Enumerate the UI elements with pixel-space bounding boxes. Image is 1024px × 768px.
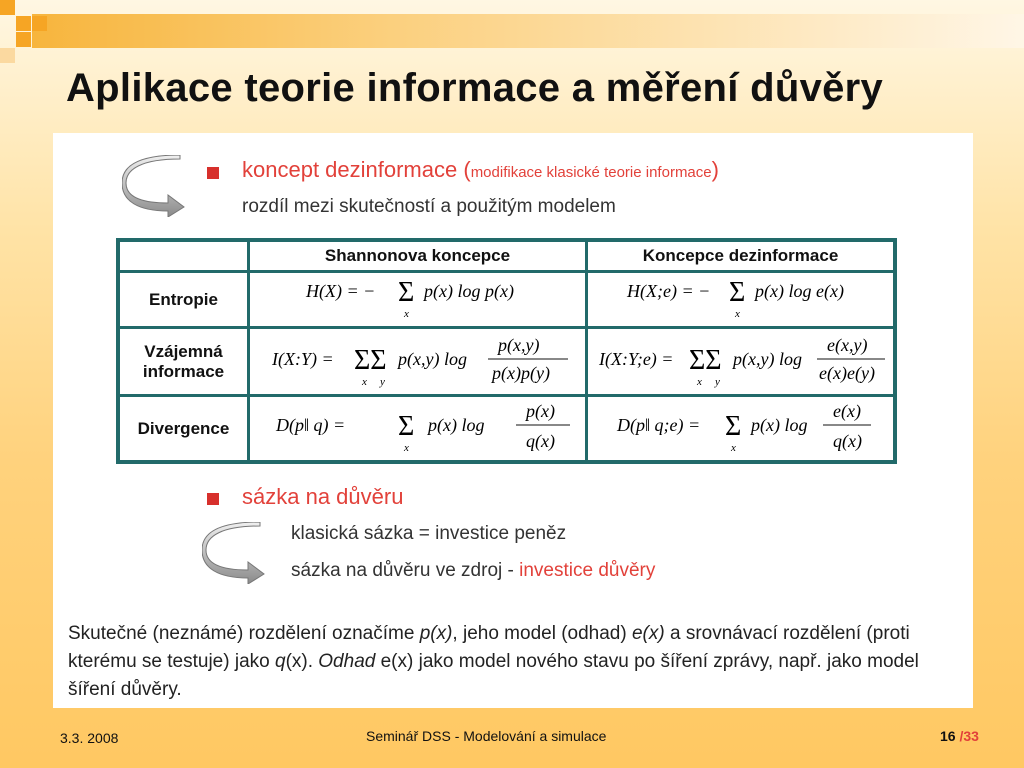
svg-text:Σ: Σ — [397, 411, 414, 442]
bullet2-line2: sázka na důvěru ve zdroj - investice důvěry — [291, 560, 656, 581]
bullet-marker — [207, 167, 219, 179]
svg-text:ΣΣ: ΣΣ — [688, 345, 722, 376]
highlight-text: investice důvěry — [519, 560, 656, 581]
curved-arrow-icon — [202, 522, 266, 584]
svg-text:x: x — [403, 442, 409, 454]
svg-text:q(x): q(x) — [832, 431, 862, 451]
bullet-main-text: koncept dezinformace — [242, 157, 458, 182]
table-corner — [120, 242, 247, 270]
formula-table — [116, 238, 897, 464]
bullet-paren-note: modifikace klasické teorie informace — [470, 164, 712, 181]
bullet-disinformation-concept: koncept dezinformace (modifikace klasické teorie informace) — [242, 157, 719, 182]
svg-text:e(x,y): e(x,y) — [826, 335, 867, 355]
svg-text:ΣΣ: ΣΣ — [353, 345, 387, 376]
footer-date: 3.3. 2008 — [60, 730, 119, 746]
svg-text:x: x — [696, 376, 702, 388]
svg-text:Σ: Σ — [728, 277, 745, 308]
svg-text:x: x — [730, 442, 736, 454]
svg-text:x: x — [361, 376, 367, 388]
svg-text:p(x,y) log: p(x,y) log — [732, 349, 802, 369]
decor-square — [16, 16, 31, 31]
svg-text:y: y — [714, 376, 720, 388]
formula-svg — [591, 329, 891, 389]
row-label-entropy: Entropie — [120, 273, 247, 326]
curved-arrow-icon — [122, 155, 186, 217]
svg-text:y: y — [379, 376, 385, 388]
header-gradient-band — [32, 14, 1024, 48]
svg-text:p(x)p(y): p(x)p(y) — [491, 363, 550, 383]
table-header-disinfo: Koncepce dezinformace — [588, 242, 893, 270]
slide-title: Aplikace teorie informace a měření důvěry — [66, 66, 884, 110]
svg-text:p(x,y): p(x,y) — [497, 335, 539, 355]
formula-svg — [591, 397, 891, 455]
svg-text:e(x): e(x) — [832, 401, 861, 421]
footer-center: Seminář DSS - Modelování a simulace — [366, 728, 607, 744]
formula-svg — [591, 273, 891, 321]
page-total: /33 — [959, 728, 979, 744]
formula-disinfo-mutual — [588, 329, 893, 394]
svg-text:p(x,y) log: p(x,y) log — [397, 349, 467, 369]
bullet-subtext: rozdíl mezi skutečností a použitým modelem — [242, 196, 616, 217]
svg-text:H(X;e) = −: H(X;e) = − — [626, 281, 710, 301]
svg-text:Σ: Σ — [724, 411, 741, 442]
svg-text:D(p‖ q;e) =: D(p‖ q;e) = — [616, 415, 700, 435]
decor-square — [0, 0, 15, 15]
svg-text:e(x)e(y): e(x)e(y) — [818, 363, 875, 383]
row-label-mutual-info: Vzájemná informace — [120, 329, 247, 394]
formula-shannon-mutual — [250, 329, 585, 394]
svg-text:p(x) log p(x): p(x) log p(x) — [423, 281, 514, 301]
svg-text:p(x) log: p(x) log — [750, 415, 807, 435]
svg-text:I(X:Y;e) =: I(X:Y;e) = — [598, 349, 673, 369]
footer-page-number — [940, 728, 979, 744]
bullet-trust-bet: sázka na důvěru — [242, 484, 404, 509]
decor-square — [16, 32, 31, 47]
decor-square — [32, 16, 47, 31]
formula-svg — [258, 329, 578, 389]
svg-text:H(X) = −: H(X) = − — [305, 281, 375, 301]
svg-text:I(X:Y) =: I(X:Y) = — [271, 349, 334, 369]
explanation-paragraph: Skutečné (neznámé) rozdělení označíme p(x), jeho model (odhad) e(x) a srovnávací rozdělení (proti kterému se testuje) jako q(x). Odhad e(x) jako model nového stavu po šíření zprávy, např. jako model šíření důvěry. — [68, 623, 919, 700]
bullet-marker — [207, 493, 219, 505]
svg-text:q(x): q(x) — [525, 431, 555, 451]
formula-shannon-entropy — [250, 273, 585, 326]
svg-text:x: x — [403, 308, 409, 320]
formula-shannon-divergence — [250, 397, 585, 460]
formula-disinfo-entropy — [588, 273, 893, 326]
row-label-divergence: Divergence — [120, 397, 247, 460]
svg-text:D(p‖ q) =: D(p‖ q) = — [275, 415, 345, 435]
svg-text:Σ: Σ — [397, 277, 414, 308]
formula-disinfo-divergence — [588, 397, 893, 460]
svg-text:x: x — [734, 308, 740, 320]
svg-text:p(x) log: p(x) log — [427, 415, 484, 435]
page-current: 16 — [940, 728, 956, 744]
table-header-shannon: Shannonova koncepce — [250, 242, 585, 270]
formula-svg — [258, 273, 578, 321]
formula-svg — [258, 397, 578, 455]
svg-text:p(x) log e(x): p(x) log e(x) — [754, 281, 844, 301]
bullet2-line1: klasická sázka = investice peněz — [291, 523, 567, 544]
svg-text:p(x): p(x) — [525, 401, 555, 421]
decor-square — [0, 48, 15, 63]
